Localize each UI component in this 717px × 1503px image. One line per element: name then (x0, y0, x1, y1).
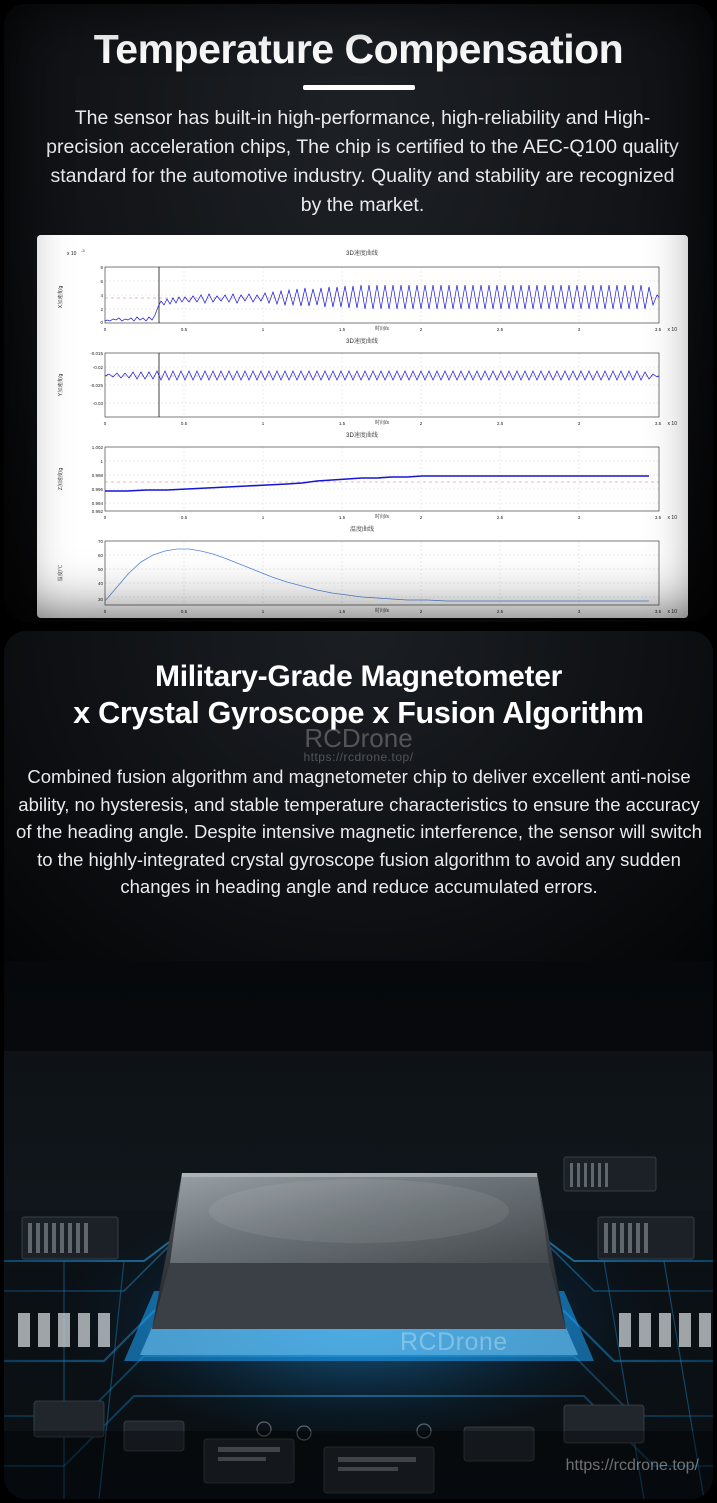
svg-text:1.002: 1.002 (91, 445, 103, 450)
svg-text:0.5: 0.5 (180, 515, 188, 520)
panel-two-title (4, 659, 713, 731)
svg-text:温度/℃: 温度/℃ (58, 564, 64, 582)
svg-text:0.5: 0.5 (180, 609, 188, 614)
panel-one-title: Temperature Compensation (93, 26, 624, 72)
temperature-compensation-panel (4, 4, 713, 622)
svg-text:0: 0 (103, 327, 107, 332)
svg-text:1: 1 (100, 459, 103, 464)
svg-text:1: 1 (261, 515, 265, 520)
svg-text:0.994: 0.994 (91, 501, 103, 506)
panel-two-title-line1: Military-Grade Magnetometer (155, 660, 562, 693)
panel-two-body: Combined fusion algorithm and magnetometer chip to deliver excellent anti-noise ability, no hysteresis, and stable temperature characteristics to ensure the accuracy of the heading angle. Despite intensive magnetic interference, the sensor will switch to the highly-integrated crystal gyroscope fusion algorithm to avoid any sudden changes in heading angle and reduce accumulated errors. (16, 766, 702, 897)
svg-text:2.5: 2.5 (496, 609, 504, 614)
watermark-middle: RCDrone (400, 1328, 508, 1356)
svg-text:3: 3 (577, 515, 581, 520)
svg-text:2.5: 2.5 (496, 327, 504, 332)
svg-text:时间/s: 时间/s (375, 420, 389, 426)
svg-text:0.996: 0.996 (91, 487, 103, 492)
svg-text:1: 1 (261, 609, 265, 614)
svg-text:3.5: 3.5 (654, 515, 662, 520)
svg-text:0: 0 (103, 421, 107, 426)
svg-text:Y加速度/g: Y加速度/g (58, 373, 64, 397)
svg-text:3.5: 3.5 (654, 421, 662, 426)
svg-text:1.5: 1.5 (338, 327, 346, 332)
chart-svg (37, 235, 688, 618)
svg-text:2: 2 (419, 421, 423, 426)
svg-text:2: 2 (100, 307, 103, 312)
panel-two-title-line2: x Crystal Gyroscope x Fusion Algorithm (73, 696, 644, 730)
svg-text:50: 50 (97, 567, 103, 572)
svg-text:2: 2 (419, 515, 423, 520)
magnetometer-header (4, 631, 713, 961)
svg-text:0: 0 (103, 609, 107, 614)
svg-text:6: 6 (100, 279, 103, 284)
svg-text:2: 2 (419, 327, 423, 332)
svg-text:0: 0 (103, 515, 107, 520)
svg-text:-3: -3 (81, 248, 85, 253)
watermark-url: https://rcdrone.top/ (565, 1457, 699, 1474)
svg-text:3D速度曲线: 3D速度曲线 (346, 339, 378, 345)
svg-text:1.5: 1.5 (338, 609, 346, 614)
svg-text:1: 1 (261, 421, 265, 426)
svg-text:-0.015: -0.015 (90, 351, 103, 356)
title-divider (303, 85, 415, 90)
svg-text:x 10: x 10 (667, 421, 677, 427)
svg-text:1: 1 (261, 327, 265, 332)
svg-text:40: 40 (97, 581, 103, 586)
svg-text:1.5: 1.5 (338, 421, 346, 426)
svg-text:2.5: 2.5 (496, 515, 504, 520)
svg-text:1.5: 1.5 (338, 515, 346, 520)
svg-text:3.5: 3.5 (654, 609, 662, 614)
svg-text:70: 70 (97, 539, 103, 544)
panel-one-body: The sensor has built-in high-performance, high-reliability and High-precision acceleration chips, The chip is certified to the AEC-Q100 quality standard for the automotive industry. Quality and stability are recognized by the market. (46, 107, 679, 216)
svg-text:0: 0 (100, 320, 103, 325)
svg-text:0.998: 0.998 (91, 473, 103, 478)
magnetometer-panel (4, 631, 713, 1499)
svg-text:0.992: 0.992 (91, 509, 103, 514)
svg-text:3: 3 (577, 421, 581, 426)
svg-text:3: 3 (577, 327, 581, 332)
svg-text:3D速度曲线: 3D速度曲线 (346, 251, 378, 257)
svg-text:-0.02: -0.02 (92, 365, 103, 370)
svg-text:温度曲线: 温度曲线 (349, 527, 375, 533)
acceleration-temperature-chart (37, 235, 688, 618)
svg-text:30: 30 (97, 597, 103, 602)
watermark-top-text: RCDrone (304, 723, 413, 753)
svg-text:x 10: x 10 (667, 609, 677, 615)
svg-text:x 10: x 10 (667, 327, 677, 333)
pcb-photo-svg (4, 961, 713, 1499)
svg-text:2: 2 (419, 609, 423, 614)
svg-text:60: 60 (97, 553, 103, 558)
svg-text:-0.03: -0.03 (92, 401, 103, 406)
svg-text:3.5: 3.5 (654, 327, 662, 332)
watermark-top-url: https://rcdrone.top/ (303, 750, 414, 764)
svg-text:Z加速度/g: Z加速度/g (58, 467, 64, 491)
svg-text:x 10: x 10 (67, 251, 77, 257)
svg-text:X加速度/g: X加速度/g (58, 285, 64, 309)
svg-text:0.5: 0.5 (180, 421, 188, 426)
svg-text:x 10: x 10 (667, 515, 677, 521)
svg-text:8: 8 (100, 265, 103, 270)
svg-text:3D速度曲线: 3D速度曲线 (346, 433, 378, 439)
svg-text:时间/s: 时间/s (375, 514, 389, 520)
pcb-chip-photo (4, 961, 713, 1499)
svg-text:0.5: 0.5 (180, 327, 188, 332)
svg-text:3: 3 (577, 609, 581, 614)
svg-text:时间/s: 时间/s (375, 326, 389, 332)
svg-text:-0.025: -0.025 (90, 383, 103, 388)
svg-text:时间/s: 时间/s (375, 608, 389, 614)
svg-text:2.5: 2.5 (496, 421, 504, 426)
svg-text:4: 4 (100, 293, 103, 298)
